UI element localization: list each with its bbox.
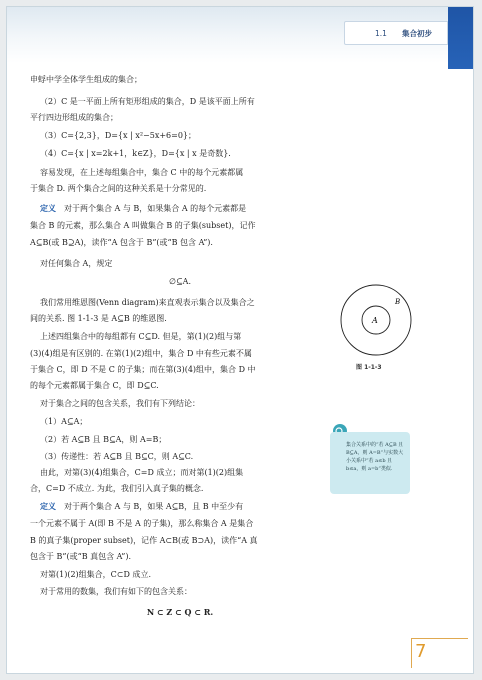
body-line: （2）若 A⊆B 且 B⊆A，则 A=B； (40, 435, 167, 444)
body-line: （1）A⊆A； (40, 417, 88, 426)
body-line: 容易发现，在上述每组集合中，集合 C 中的每个元素都属 (40, 168, 244, 177)
body-line: （2）C 是一平面上所有矩形组成的集合，D 是该平面上所有 (40, 97, 255, 106)
set-a-label: A (372, 316, 378, 325)
section-title: 集合初步 (402, 29, 432, 38)
body-line: A⊆B(或 B⊇A)，读作“A 包含于 B”(或“B 包含 A”). (30, 238, 213, 247)
body-line: 间的关系. 图 1-1-3 是 A⊆B 的维恩图. (30, 314, 167, 323)
body-line: 对于集合之间的包含关系，我们有下列结论： (40, 399, 200, 408)
body-line: 对任何集合 A，规定 (40, 259, 113, 268)
body-line: 对于常用的数集，我们有如下的包含关系： (40, 587, 192, 596)
body-line: 的每个元素都属于集合 C，即 D⊆C. (30, 381, 159, 390)
body-line: 我们常用维恩图(Venn diagram)来直观表示集合以及集合之 (40, 298, 255, 307)
body-line: （3）传递性：若 A⊆B 且 B⊆C，则 A⊆C. (40, 452, 194, 461)
body-line: 由此，对第(3)(4)组集合，C=D 成立；而对第(1)(2)组集 (40, 468, 244, 477)
body-line: 包含于 B”(或“B 真包含 A”). (30, 552, 132, 561)
side-note: 集合关系中的“若 A⊆B 且 B⊆A，则 A=B”与实数大小关系中“若 a≤b 且 b≤a，则 a=b”类似. (330, 432, 410, 494)
body-line: B 的真子集(proper subset)，记作 A⊂B(或 B⊃A)，读作“A 真 (30, 536, 258, 545)
body-line: 一个元素不属于 A(即 B 不是 A 的子集)，那么称集合 A 是集合 (30, 519, 254, 528)
body-line: （4）C={x | x=2k+1，k∈Z}，D={x | x 是奇数}. (40, 149, 231, 158)
body-line: 平行四边形组成的集合； (30, 113, 118, 122)
body-line: 于集合 D. 两个集合之间的这种关系是十分常见的. (30, 184, 207, 193)
body-line: ∅⊆A. (169, 277, 191, 286)
set-b-label: B (395, 298, 401, 306)
figure-caption: 图 1-1-3 (356, 364, 382, 371)
section-number: 1.1 (375, 29, 387, 38)
body-line: (3)(4)组是有区别的. 在第(1)(2)组中，集合 D 中有些元素不属 (30, 349, 252, 358)
section-header (344, 21, 448, 45)
body-line: 申蜉中学全体学生组成的集合； (30, 75, 142, 84)
definition-line: 定义 对于两个集合 A 与 B，如果集合 A 的每个元素都是 (40, 204, 247, 213)
body-line: 合，C=D 不成立. 为此，我们引入真子集的概念. (30, 484, 204, 493)
venn-diagram (339, 283, 413, 357)
body-line: （3）C={2,3}，D={x | x²−5x+6=0}； (40, 131, 197, 140)
body-line: 集合 B 的元素，那么集合 A 叫做集合 B 的子集(subset)，记作 (30, 221, 256, 230)
body-line: N ⊂ Z ⊂ Q ⊂ R. (146, 607, 214, 617)
chapter-side-tab (448, 7, 474, 69)
body-line: 上述四组集合中的每组都有 C⊆D. 但是，第(1)(2)组与第 (40, 332, 242, 341)
body-line: 于集合 C，即 D 不是 C 的子集；而在第(3)(4)组中，集合 D 中 (30, 365, 256, 374)
definition-line: 定义 对于两个集合 A 与 B，如果 A⊆B，且 B 中至少有 (40, 502, 244, 511)
body-line: 对第(1)(2)组集合，C⊂D 成立. (40, 570, 151, 579)
page-number: 7 (415, 641, 427, 662)
